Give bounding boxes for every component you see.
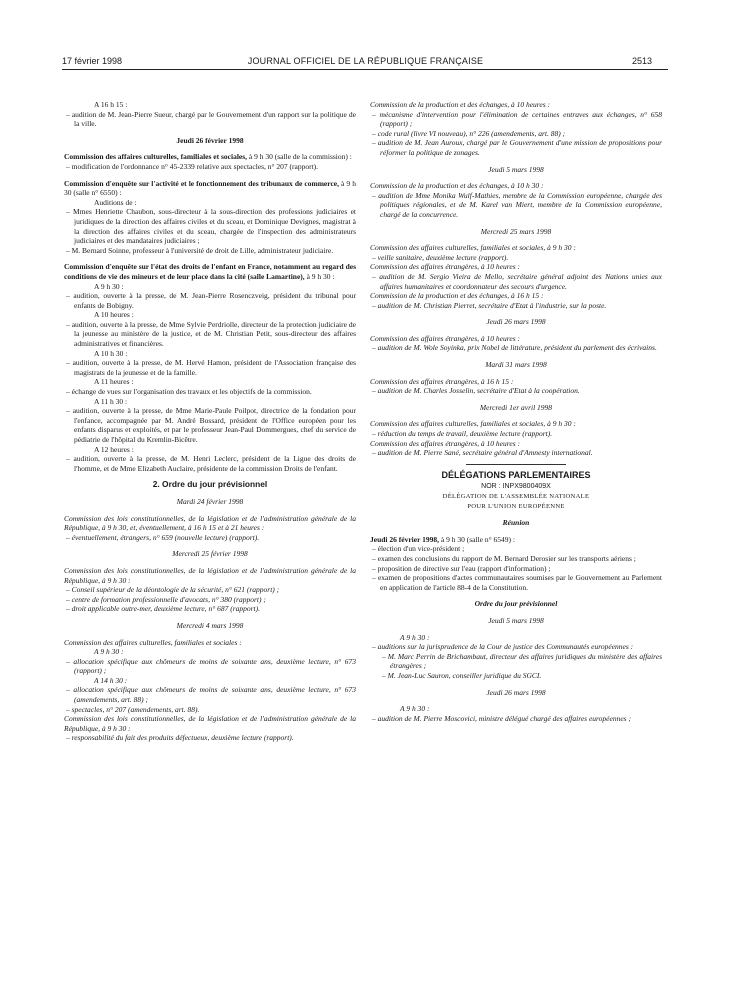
session-heading-bold: Jeudi 26 février 1998, <box>370 534 440 544</box>
agenda-item: – mécanisme d'intervention pour l'élimination de certaines entraves aux échanges, n° 658 (rapport) ; <box>372 109 662 129</box>
session-heading <box>64 179 356 198</box>
date-heading: Mardi 24 février 1998 <box>176 496 244 506</box>
agenda-item: – réduction du temps de travail, deuxième lecture (rapport). <box>372 429 553 439</box>
agenda-item: – examen de propositions d'actes communautaires soumises par le Gouvernement au Parlement en application de l'article 88-4 de la Constitution. <box>372 573 662 592</box>
session-heading-bold: Commission d'enquête sur l'état des droits de l'enfant en France, notamment au regard des conditions de vie des mineurs et de leur place dans la cité (salle Lamartine), <box>64 262 356 281</box>
agenda-item: – audition, ouverte à la presse, de M. Henri Leclerc, président de la Ligue des droits de l'homme, et de Mme Elizabeth Auclaire, présidente de la commission Droits de l'enfant. <box>66 454 356 473</box>
date-heading: Jeudi 26 mars 1998 <box>486 317 546 327</box>
commission-heading: Commission des lois constitutionnelles, de la législation et de l'administration générale de la République, à 9 h 30, et, éventuellement, à 16 h 15 et à 21 heures : <box>64 513 356 533</box>
time-slot: A 11 h 30 : <box>94 396 128 406</box>
commission-heading: Commission des lois constitutionnelles, de la législation et de l'administration générale de la République, à 9 h 30 : <box>64 714 356 733</box>
date-heading: Mercredi 1er avril 1998 <box>479 402 553 412</box>
commission-heading: Commission des affaires étrangères, à 10 heures : <box>370 438 520 448</box>
agenda-item: – droit applicable outre-mer, deuxième lecture, n° 687 (rapport). <box>66 604 261 614</box>
agenda-subitem: – M. Marc Perrin de Brichambaut, directeur des affaires juridiques du ministère des affaires étrangères ; <box>382 651 662 671</box>
agenda-item: – audition de M. Sergio Vieira de Mello, secrétaire général adjoint des Nations unies aux affaires humanitaires et coordonnateur des secours d'urgence. <box>372 271 662 291</box>
agenda-item: – audition de M. Jean Auroux, chargé par le Gouvernement d'une mission de propositions pour réformer la politique de zonages. <box>372 138 662 157</box>
commission-heading: Commission des affaires culturelles, familiales et sociales : <box>64 637 242 647</box>
time-slot: A 10 h 30 : <box>94 348 128 358</box>
session-heading-rest: à 9 h 30 : <box>304 271 335 281</box>
agenda-item: – centre de formation professionnelle d'avocats, n° 380 (rapport) ; <box>66 594 266 604</box>
commission-heading: Commission des affaires étrangères, à 10 heures : <box>370 262 520 272</box>
agenda-subitem: – M. Jean-Luc Sauron, conseiller juridique du SGCI. <box>382 670 542 680</box>
time-slot: A 14 h 30 : <box>94 675 128 685</box>
commission-heading: Commission des lois constitutionnelles, de la législation et de l'administration générale de la République, à 9 h 30 : <box>64 565 356 585</box>
agenda-item: – audition, ouverte à la presse, de Mme Marie-Paule Poilpot, directrice de la fondation pour l'enfance, accompagnée par M. André Bossard, président de l'Office européen pour les enfants disparus et exploités, et par le professeur Jean-Paul Dommergues, chef du service de pédiatrie de l'hôpital du Kremlin-Bicêtre. <box>66 406 356 444</box>
session-heading-rest: à 9 h 30 (salle de la commission) : <box>247 152 352 162</box>
agenda-item: – veille sanitaire, deuxième lecture (rapport). <box>372 252 509 262</box>
session-heading <box>64 262 356 281</box>
agenda-item: – modification de l'ordonnance n° 45-2339 relative aux spectacles, n° 207 (rapport). <box>66 161 319 171</box>
date-heading: Jeudi 26 février 1998 <box>176 135 244 145</box>
commission-heading: Commission de la production et des échanges, à 16 h 15 : <box>370 291 544 301</box>
section-title: 2. Ordre du jour prévisionnel <box>152 479 268 490</box>
agenda-item: – audition de Mme Monika Wulf-Mathies, membre de la Commission européenne, chargée des politiques régionales, et de M. Karel van Miert, membre de la Commission européenne, chargé de la concurrence. <box>372 190 662 219</box>
left-column <box>64 100 356 743</box>
session-heading-rest: à 9 h 30 (salle n° 6549) : <box>439 534 515 544</box>
date-heading: Ordre du jour prévisionnel <box>474 599 558 609</box>
nor-reference: NOR : INPX9800409X <box>481 483 551 491</box>
agenda-item: – audition de M. Christian Pierret, secrétaire d'Etat à l'industrie, sur la poste. <box>372 300 607 310</box>
agenda-item: – échange de vues sur l'organisation des travaux et les objectifs de la commission. <box>66 387 312 397</box>
agenda-item: – code rural (livre VI nouveau), n° 226 (amendements, art. 88) ; <box>372 128 566 138</box>
time-slot: A 9 h 30 : <box>400 632 430 642</box>
time-slot: A 10 heures : <box>94 310 134 320</box>
date-heading: Mercredi 25 mars 1998 <box>480 226 552 236</box>
issue-date: 17 février 1998 <box>62 56 123 66</box>
session-heading-rest: à 9 h 30 (salle n° 6550) : <box>64 178 356 198</box>
date-heading: Jeudi 5 mars 1998 <box>488 615 544 625</box>
agenda-item: – éventuellement, étrangers, n° 659 (nouvelle lecture) (rapport). <box>66 532 260 542</box>
agenda-item: – Conseil supérieur de la déontologie de la sécurité, n° 621 (rapport) ; <box>66 585 280 595</box>
time-slot: A 9 h 30 : <box>94 647 124 657</box>
date-heading: Mardi 31 mars 1998 <box>485 360 547 370</box>
delegation-name: POUR L'UNION EUROPÉENNE <box>467 502 565 510</box>
date-heading: Mercredi 25 février 1998 <box>172 549 248 559</box>
commission-heading: Commission des affaires culturelles, familiales et sociales, à 9 h 30 : <box>370 419 576 429</box>
time-slot: A 16 h 15 : <box>94 100 128 109</box>
agenda-item: – audition de M. Charles Josselin, secrétaire d'Etat à la coopération. <box>372 386 580 396</box>
header-rule <box>62 69 668 70</box>
date-heading: Réunion <box>502 518 530 528</box>
time-slot: A 11 heures : <box>94 377 134 387</box>
commission-heading: Commission des affaires culturelles, familiales et sociales, à 9 h 30 : <box>370 243 576 253</box>
section-title: DÉLÉGATIONS PARLEMENTAIRES <box>441 469 591 480</box>
sub-heading: Auditions de : <box>94 197 137 207</box>
time-slot: A 9 h 30 : <box>400 704 430 714</box>
delegation-name: DÉLÉGATION DE L'ASSEMBLÉE NATIONALE <box>442 493 590 500</box>
section-rule <box>466 464 566 465</box>
agenda-item: – Mmes Henriette Chaubon, sous-directeur à la sous-direction des professions judiciaires et juridiques de la direction des affaires civiles et du sceau, et Dominique Devignes, magistrat à la direction des affaires civiles et du sceau, chargée de l'inspection des administrateurs judiciaires et des mandataires judiciaires ; <box>66 207 356 246</box>
agenda-item: – M. Bernard Soinne, professeur à l'université de droit de Lille, administrateur judiciaire. <box>66 245 334 255</box>
agenda-item: – responsabilité du fait des produits défectueux, deuxième lecture (rapport). <box>66 733 294 743</box>
agenda-item: – audition, ouverte à la presse, de M. Jean-Pierre Rosenczveig, président du tribunal pour enfants de Bobigny. <box>66 291 356 310</box>
agenda-item: – spectacles, n° 207 (amendements, art. 88). <box>66 704 200 714</box>
agenda-item: – audition, ouverte à la presse, de Mme Sylvie Perdriolle, directeur de la protection judiciaire de la jeunesse au ministère de la justice, et de M. Christian Petit, sous-directeur des affaires administratives et financières. <box>66 319 356 349</box>
session-heading-bold: Commission des affaires culturelles, familiales et sociales, <box>64 152 248 162</box>
agenda-item: – proposition de directive sur l'eau (rapport d'information) ; <box>372 563 551 573</box>
agenda-item: – élection d'un vice-président ; <box>372 544 465 554</box>
journal-title: JOURNAL OFFICIEL DE LA RÉPUBLIQUE FRANÇAISE <box>247 56 484 66</box>
date-heading: Jeudi 26 mars 1998 <box>486 687 546 697</box>
commission-heading: Commission des affaires étrangères, à 16 h 15 : <box>370 376 514 386</box>
commission-heading: Commission de la production et des échanges, à 10 h 30 : <box>370 181 544 191</box>
right-column <box>370 100 662 723</box>
agenda-item: – audition, ouverte à la presse, de M. Hervé Hamon, président de l'Association française des magistrats de la jeunesse et de la famille. <box>66 358 356 377</box>
agenda-item: – audition de M. Wole Soyinka, prix Nobel de littérature, président du parlement des écrivains. <box>372 343 657 353</box>
session-heading-bold: Commission d'enquête sur l'activité et le fonctionnement des tribunaux de commerce, <box>64 178 339 188</box>
commission-heading: Commission des affaires étrangères, à 10 heures : <box>370 333 520 343</box>
agenda-item: – audition de M. Pierre Moscovici, ministre délégué chargé des affaires européennes ; <box>372 713 631 723</box>
agenda-item: – allocation spécifique aux chômeurs de moins de soixante ans, deuxième lecture, n° 673 (amendements, art. 88) ; <box>66 685 356 705</box>
agenda-item: – audition de M. Pierre Sané, secrétaire général d'Amnesty international. <box>372 448 593 458</box>
agenda-item: – auditions sur la jurisprudence de la Cour de justice des Communautés européennes : <box>372 642 634 652</box>
commission-heading: Commission de la production et des échanges, à 10 heures : <box>370 100 551 109</box>
page-number: 2513 <box>632 56 653 66</box>
date-heading: Mercredi 4 mars 1998 <box>176 620 244 630</box>
date-heading: Jeudi 5 mars 1998 <box>488 164 544 174</box>
agenda-item: – allocation spécifique aux chômeurs de moins de soixante ans, deuxième lecture, n° 673 (rapport) ; <box>66 656 356 676</box>
time-slot: A 9 h 30 : <box>94 281 124 291</box>
session-heading <box>64 152 356 162</box>
agenda-item: – audition de M. Jean-Pierre Sueur, chargé par le Gouvernement d'un rapport sur la politique de la ville. <box>66 109 356 129</box>
session-heading <box>370 535 662 545</box>
time-slot: A 12 heures : <box>94 444 134 454</box>
agenda-item: – examen des conclusions du rapport de M. Bernard Derosier sur les transports aériens ; <box>372 553 636 563</box>
